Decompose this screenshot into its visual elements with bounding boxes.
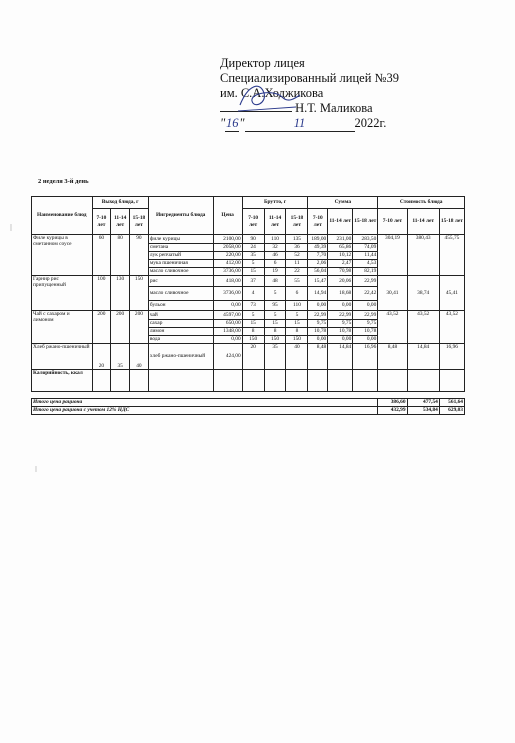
output-value: 40: [130, 344, 149, 370]
sum: 10,78: [308, 328, 328, 336]
brutto: 90: [242, 235, 264, 244]
ingredient: мука пшеничная: [148, 260, 213, 268]
sum: 82,19: [353, 268, 378, 276]
brutto: 8: [264, 328, 286, 336]
sum: 22,99: [328, 311, 353, 320]
brutto: 35: [242, 252, 264, 260]
header-cost: Стоимость блюда: [378, 197, 465, 209]
price: 650,00: [213, 320, 242, 328]
output-value: 200: [92, 311, 111, 344]
sum: 2,06: [308, 260, 328, 268]
ingredient: масло сливочное: [148, 268, 213, 276]
output-value: 150: [130, 276, 149, 311]
menu-subtitle: 2 неделя 3-й день: [38, 178, 89, 185]
dish-cost: 43,52: [378, 311, 407, 344]
ingredient: лимон: [148, 328, 213, 336]
sum: 7,70: [308, 252, 328, 260]
brutto: 5: [264, 287, 286, 301]
sum: 15,47: [308, 276, 328, 287]
brutto: 6: [286, 287, 308, 301]
ingredient: бульон: [148, 301, 213, 311]
total-value: 629,03: [439, 407, 464, 415]
header-brutto: Брутто, г: [242, 197, 308, 209]
sum: 10,12: [328, 252, 353, 260]
date-month: 11: [245, 116, 355, 132]
price: 412,00: [213, 260, 242, 268]
dish-cost: 14,84: [407, 344, 439, 370]
brutto: 15: [242, 320, 264, 328]
brutto: 15: [286, 320, 308, 328]
header-age: 7-10 лет: [308, 209, 328, 235]
sum: 22,99: [353, 276, 378, 287]
price: 1348,00: [213, 328, 242, 336]
brutto: 8: [286, 328, 308, 336]
dish-cost: 30,41: [378, 276, 407, 311]
total-value: 386,60: [378, 399, 407, 407]
total-value: 477,54: [407, 399, 439, 407]
brutto: 20: [242, 344, 264, 370]
approval-org-name: им. С.А.Ходжикова: [220, 86, 324, 100]
price: 3736,00: [213, 268, 242, 276]
header-sum: Сумма: [308, 197, 378, 209]
dish-cost: 16,96: [439, 344, 464, 370]
header-age: 11-14 лет: [328, 209, 353, 235]
date-day: 16: [226, 116, 239, 130]
total-value: 534,84: [407, 407, 439, 415]
header-age: 15-18 лет: [286, 209, 308, 235]
output-value: 20: [92, 344, 111, 370]
approval-date: "16" 11 2022г.: [220, 116, 387, 130]
sum: 11,44: [353, 252, 378, 260]
dish-cost: 455,75: [439, 235, 464, 276]
ingredient: рис: [148, 276, 213, 287]
brutto: 15: [242, 268, 264, 276]
sum: 14,94: [308, 287, 328, 301]
price: 3736,00: [213, 287, 242, 301]
brutto: 8: [242, 328, 264, 336]
price: 4597,00: [213, 311, 242, 320]
dish-name: Филе курицы в сметанном соусе: [32, 235, 93, 276]
header-age: 7-10 лет: [92, 209, 111, 235]
dish-cost: 380,43: [407, 235, 439, 276]
brutto: 35: [264, 344, 286, 370]
approval-signer: Н.Т. Маликова: [295, 101, 373, 115]
sum: 22,99: [353, 311, 378, 320]
total-value: 432,99: [378, 407, 407, 415]
header-dish: Наименование блюд: [32, 197, 93, 235]
dish-cost: 43,52: [407, 311, 439, 344]
total-value: 561,64: [439, 399, 464, 407]
brutto: 52: [286, 252, 308, 260]
sum: 2,47: [328, 260, 353, 268]
sum: 0,00: [328, 336, 353, 344]
brutto: 48: [264, 276, 286, 287]
sum: 8,48: [308, 344, 328, 370]
sum: 0,00: [353, 301, 378, 311]
date-year: 2022г.: [354, 116, 387, 130]
dish-cost: 45,41: [439, 276, 464, 311]
sum: 10,78: [353, 328, 378, 336]
output-value: 60: [92, 235, 111, 276]
ingredient: сахар: [148, 320, 213, 328]
sum: 9,75: [328, 320, 353, 328]
brutto: 73: [242, 301, 264, 311]
price: 0,00: [213, 301, 242, 311]
price: 220,00: [213, 252, 242, 260]
sum: 49,39: [308, 244, 328, 252]
header-age: 15-18 лет: [130, 209, 149, 235]
output-value: 100: [92, 276, 111, 311]
header-age: 15-18 лет: [353, 209, 378, 235]
sum: 9,75: [308, 320, 328, 328]
brutto: 19: [264, 268, 286, 276]
ingredient: чай: [148, 311, 213, 320]
sum: 70,98: [328, 268, 353, 276]
brutto: 5: [264, 311, 286, 320]
header-age: 7-10 лет: [242, 209, 264, 235]
dish-cost: 304,19: [378, 235, 407, 276]
output-value: 200: [111, 311, 130, 344]
header-age: 7-10 лет: [378, 209, 407, 235]
brutto: 5: [242, 260, 264, 268]
approval-position: Директор лицея: [220, 56, 305, 70]
brutto: 5: [286, 311, 308, 320]
sum: 231,00: [328, 235, 353, 244]
sum: 0,00: [328, 301, 353, 311]
sum: 0,00: [353, 336, 378, 344]
brutto: 95: [264, 301, 286, 311]
brutto: 110: [286, 301, 308, 311]
brutto: 36: [286, 244, 308, 252]
brutto: 135: [286, 235, 308, 244]
dish-cost: 38,74: [407, 276, 439, 311]
ingredient: хлеб ржано-пшеничный: [148, 344, 213, 370]
brutto: 150: [242, 336, 264, 344]
sum: 14,84: [328, 344, 353, 370]
output-value: 80: [111, 235, 130, 276]
brutto: 24: [242, 244, 264, 252]
brutto: 22: [286, 268, 308, 276]
brutto: 37: [242, 276, 264, 287]
brutto: 5: [242, 311, 264, 320]
dish-name: Чай с сахаром и лимоном: [32, 311, 93, 344]
sum: 0,00: [308, 336, 328, 344]
brutto: 11: [286, 260, 308, 268]
output-value: 200: [130, 311, 149, 344]
ingredient: вода: [148, 336, 213, 344]
calories-label: Калорийность, ккал: [32, 370, 93, 392]
dish-name: Гарнир рис припущенный: [32, 276, 93, 311]
sum: 4,53: [353, 260, 378, 268]
ingredient: масло сливочное: [148, 287, 213, 301]
brutto: 40: [286, 344, 308, 370]
dish-name: Хлеб ржано-пшеничный: [32, 344, 93, 370]
brutto: 110: [264, 235, 286, 244]
sum: 10,78: [328, 328, 353, 336]
header-price: Цена: [213, 197, 242, 235]
price: 0,00: [213, 336, 242, 344]
sum: 189,00: [308, 235, 328, 244]
output-value: 130: [111, 276, 130, 311]
sum: 65,86: [328, 244, 353, 252]
brutto: 6: [264, 260, 286, 268]
sum: 74,09: [353, 244, 378, 252]
price: 2058,00: [213, 244, 242, 252]
sum: 56,04: [308, 268, 328, 276]
ingredient: лук репчатый: [148, 252, 213, 260]
price: 2100,00: [213, 235, 242, 244]
ingredient: филе курицы: [148, 235, 213, 244]
price: 424,00: [213, 344, 242, 370]
sum: 16,96: [353, 344, 378, 370]
dish-cost: 43,52: [439, 311, 464, 344]
brutto: 32: [264, 244, 286, 252]
brutto: 150: [286, 336, 308, 344]
sum: 22,99: [308, 311, 328, 320]
brutto: 55: [286, 276, 308, 287]
header-age: 11-14 лет: [111, 209, 130, 235]
dish-cost: 8,48: [378, 344, 407, 370]
header-age: 11-14 лет: [407, 209, 439, 235]
sum: 18,68: [328, 287, 353, 301]
header-output: Выход блюда, г: [92, 197, 148, 209]
sum: 0,00: [308, 301, 328, 311]
brutto: 15: [264, 320, 286, 328]
sum: 20,06: [328, 276, 353, 287]
total-vat-label: Итого цена рациона с учетом 12% НДС: [32, 407, 378, 415]
output-value: 90: [130, 235, 149, 276]
header-ingredients: Ингредиенты блюда: [148, 197, 213, 235]
price: 418,00: [213, 276, 242, 287]
sum: 9,75: [353, 320, 378, 328]
ingredient: сметана: [148, 244, 213, 252]
sum: 22,42: [353, 287, 378, 301]
header-age: 11-14 лет: [264, 209, 286, 235]
total-label: Итого цена рациона: [32, 399, 378, 407]
brutto: 150: [264, 336, 286, 344]
approval-org: Специализированный лицей №39: [220, 71, 399, 85]
brutto: 46: [264, 252, 286, 260]
header-age: 15-18 лет: [439, 209, 464, 235]
output-value: 35: [111, 344, 130, 370]
sum: 283,50: [353, 235, 378, 244]
brutto: 4: [242, 287, 264, 301]
